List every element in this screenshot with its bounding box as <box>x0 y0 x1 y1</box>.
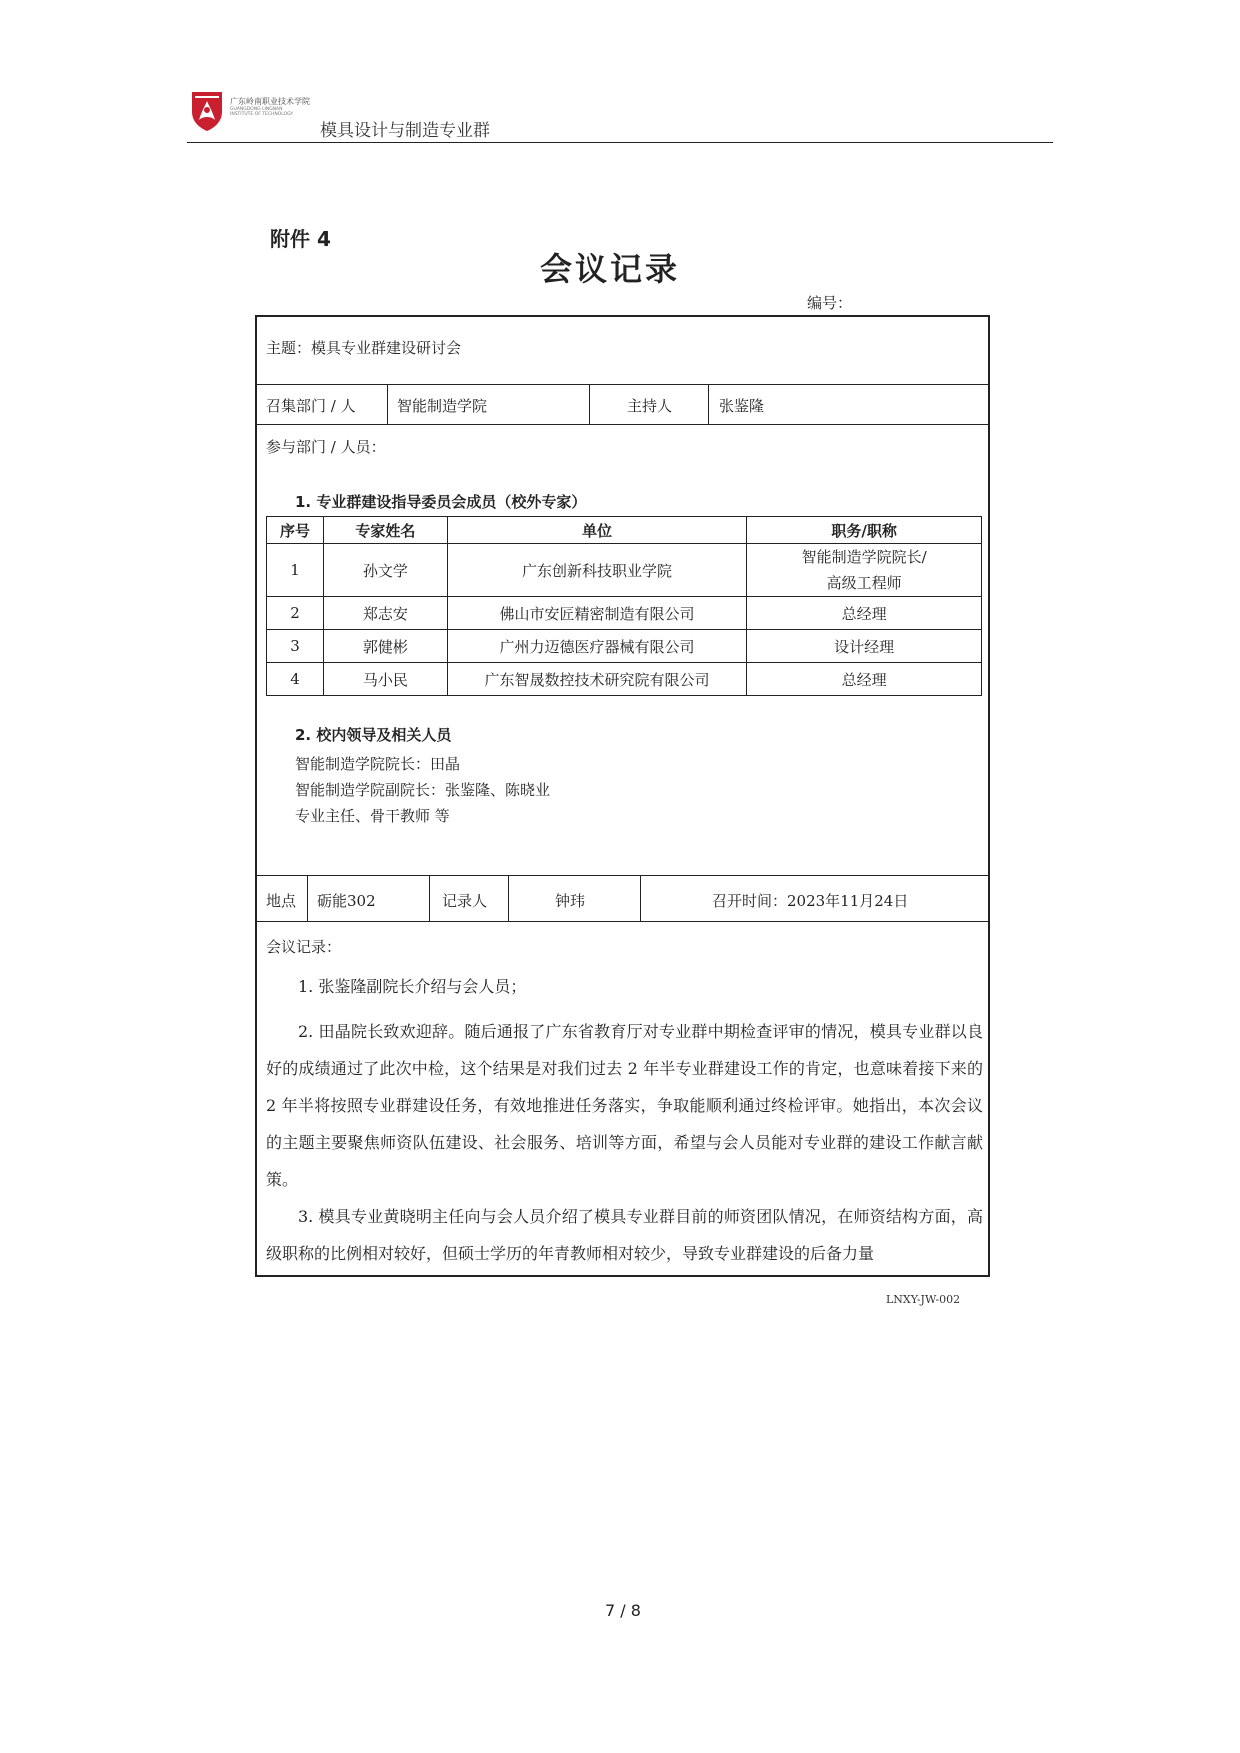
minutes-item: 1. 张鉴隆副院长介绍与会人员； <box>298 977 527 996</box>
experts-table <box>266 516 982 696</box>
expert-title: 设计经理 <box>747 630 982 663</box>
expert-unit: 佛山市安匠精密制造有限公司 <box>447 597 747 630</box>
table-row <box>267 597 982 630</box>
expert-unit: 广州力迈德医疗器械有限公司 <box>447 630 747 663</box>
form-code: LNXY-JW-002 <box>886 1293 961 1306</box>
expert-name: 孙文学 <box>323 544 447 597</box>
row-divider <box>257 921 988 922</box>
cell-divider <box>429 875 430 921</box>
row-divider <box>257 875 988 876</box>
school-name-en-2: INSTITUTE OF TECHNOLOGY <box>230 112 294 117</box>
host-label: 主持人 <box>627 397 673 415</box>
cell-divider <box>387 384 388 424</box>
group-title: 模具设计与制造专业群 <box>320 121 490 141</box>
expert-name: 郭健彬 <box>323 630 447 663</box>
table-row <box>267 544 982 597</box>
section2-line: 智能制造学院院长：田晶 <box>295 755 461 773</box>
expert-unit: 广东智晟数控技术研究院有限公司 <box>447 663 747 696</box>
expert-no: 3 <box>267 630 324 663</box>
section2-line: 专业主任、骨干教师 等 <box>295 807 450 825</box>
column-header-no: 序号 <box>267 517 324 544</box>
serial-number-label: 编号： <box>807 294 853 312</box>
location-label: 地点 <box>266 892 297 910</box>
cell-divider <box>589 384 590 424</box>
location-value: 砺能302 <box>317 892 376 910</box>
expert-title <box>747 544 982 597</box>
cell-divider <box>640 875 641 921</box>
subject-text: 主题：模具专业群建设研讨会 <box>266 339 462 357</box>
header-divider <box>187 142 1053 143</box>
column-header-name: 专家姓名 <box>323 517 447 544</box>
host-value: 张鉴隆 <box>719 397 765 415</box>
expert-title-line1: 智能制造学院院长/ <box>801 548 927 566</box>
cell-divider <box>307 875 308 921</box>
minutes-label: 会议记录： <box>266 938 342 956</box>
section1-title: 1. 专业群建设指导委员会成员（校外专家） <box>295 493 587 511</box>
convener-value: 智能制造学院 <box>397 397 488 415</box>
experts-header-row <box>267 517 982 544</box>
expert-no: 1 <box>267 544 324 597</box>
school-name-en-1: GUANGDONG LINGNAN <box>230 107 283 112</box>
expert-unit: 广东创新科技职业学院 <box>447 544 747 597</box>
table-row <box>267 630 982 663</box>
expert-no: 2 <box>267 597 324 630</box>
cell-divider <box>508 875 509 921</box>
expert-name: 马小民 <box>323 663 447 696</box>
recorder-value: 钟玮 <box>555 892 586 910</box>
recorder-label: 记录人 <box>442 892 488 910</box>
expert-name: 郑志安 <box>323 597 447 630</box>
expert-title-line2: 高级工程师 <box>826 574 902 592</box>
section2-line: 智能制造学院副院长：张鉴隆、陈晓业 <box>295 781 551 799</box>
attachment-label: 附件 4 <box>270 227 331 251</box>
page-number: 7 / 8 <box>605 1601 641 1620</box>
cell-divider <box>708 384 709 424</box>
row-divider <box>257 384 988 385</box>
column-header-unit: 单位 <box>447 517 747 544</box>
expert-title: 总经理 <box>747 597 982 630</box>
participants-label: 参与部门 / 人员： <box>266 438 386 456</box>
expert-title: 总经理 <box>747 663 982 696</box>
meeting-time: 召开时间：2023年11月24日 <box>712 892 909 910</box>
school-logo <box>190 90 224 132</box>
school-name <box>230 96 310 117</box>
column-header-title: 职务/职称 <box>747 517 982 544</box>
row-divider <box>257 424 988 425</box>
document-title: 会议记录 <box>540 250 681 288</box>
convener-label: 召集部门 / 人 <box>266 397 356 415</box>
section2-title: 2. 校内领导及相关人员 <box>295 726 452 744</box>
meeting-record-form <box>255 315 990 1277</box>
table-row <box>267 663 982 696</box>
minutes-item: 2. 田晶院长致欢迎辞。随后通报了广东省教育厅对专业群中期检查评审的情况，模具专业群以良好的成绩通过了此次中检，这个结果是对我们过去 2 年半专业群建设工作的肯定，也意味着接下来的 2 年半将按照专业群建设任务，有效地推进任务落实，争取能顺利通过终检评审。她指出，本次会议的主题主要聚焦师资队伍建设、社会服务、培训等方面，希望与会人员能对专业群的建设工作献言献策。 <box>266 1022 983 1189</box>
minutes-item: 3. 模具专业黄晓明主任向与会人员介绍了模具专业群目前的师资团队情况，在师资结构方面，高级职称的比例相对较好，但硕士学历的年青教师相对较少，导致专业群建设的后备力量 <box>266 1207 983 1263</box>
school-name-cn: 广东岭南职业技术学院 <box>230 97 310 106</box>
expert-no: 4 <box>267 663 324 696</box>
